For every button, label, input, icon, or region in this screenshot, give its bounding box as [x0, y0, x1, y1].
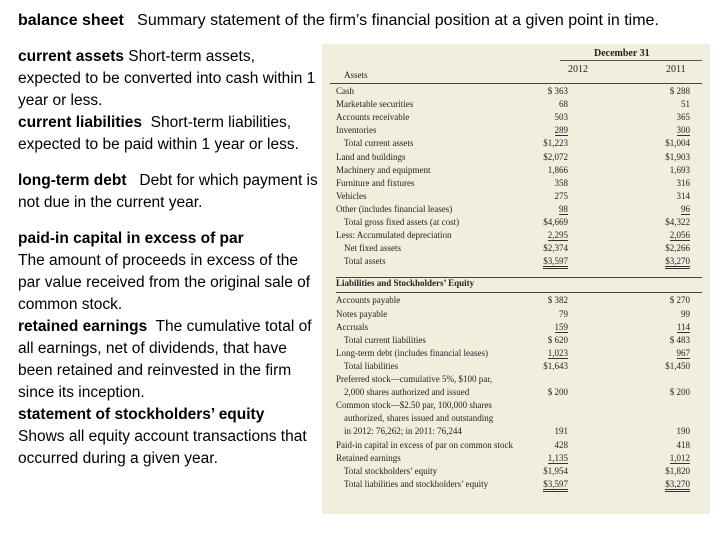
- row-label: Total gross fixed assets (at cost): [344, 217, 460, 227]
- value-2011: $ 483: [669, 334, 690, 345]
- def-stockholders-equity-term: statement of stockholders’ equity: [18, 406, 265, 423]
- table-row: [322, 413, 710, 426]
- value-2012: $ 620: [547, 334, 568, 345]
- table-row: [322, 322, 710, 335]
- table-row: [322, 243, 710, 256]
- value-2011: $3,270: [665, 479, 690, 492]
- col-2012: 2012: [568, 64, 588, 75]
- value-2011: $ 270: [669, 295, 690, 306]
- table-row: [322, 453, 710, 466]
- value-2011: 1,693: [669, 164, 690, 175]
- value-2012: 98: [559, 203, 568, 214]
- value-2011: $1,903: [665, 151, 690, 162]
- table-row: [322, 178, 710, 191]
- value-2012: 275: [554, 190, 568, 201]
- value-2012: $3,597: [543, 479, 568, 492]
- table-row: [322, 335, 710, 348]
- def-retained-earnings: retained earnings The cumulative total of all earnings, net of dividends, that have been retained and reinvested in the firm since its inception.: [18, 318, 312, 401]
- balance-sheet-definition: [18, 12, 659, 30]
- row-label: in 2012: 76,262; in 2011: 76,244: [344, 426, 462, 437]
- table-row: [322, 295, 710, 308]
- value-2012: $1,643: [543, 360, 568, 371]
- value-2011: 314: [676, 190, 690, 201]
- table-row: [322, 426, 710, 439]
- value-2012: 358: [554, 177, 568, 188]
- row-label: Total liabilities: [344, 360, 399, 371]
- value-2012: $4,669: [543, 217, 568, 227]
- table-row: [322, 125, 710, 138]
- table-row: [322, 138, 710, 151]
- row-label: Inventories: [336, 125, 377, 136]
- value-2012: 1,023: [547, 347, 568, 358]
- def-stockholders-equity-text: Shows all equity account transactions that occurred during a given year.: [18, 428, 307, 467]
- value-2011: 1,012: [669, 452, 690, 463]
- row-label: Less: Accumulated depreciation: [336, 230, 452, 241]
- assets-header: Assets: [330, 70, 702, 84]
- value-2011: 365: [676, 112, 690, 123]
- value-2012: 159: [554, 321, 568, 332]
- value-2011: $ 288: [669, 86, 690, 96]
- table-row: [322, 204, 710, 217]
- row-label: Accounts receivable: [336, 112, 410, 123]
- table-row: [322, 99, 710, 112]
- value-2012: $2,072: [543, 151, 568, 162]
- definitions-list: [18, 46, 318, 470]
- row-label: Accounts payable: [336, 295, 401, 306]
- table-row: [322, 374, 710, 387]
- value-2011: 316: [676, 177, 690, 188]
- table-row: [322, 387, 710, 400]
- value-2011: 300: [676, 125, 690, 136]
- row-label: Vehicles: [336, 190, 367, 201]
- row-label: Total liabilities and stockholders’ equity: [344, 478, 489, 489]
- value-2012: $2,374: [543, 243, 568, 254]
- table-row: [322, 191, 710, 204]
- table-row: [322, 152, 710, 165]
- value-2012: 1,135: [547, 452, 568, 463]
- table-row: [322, 112, 710, 125]
- value-2012: 289: [554, 125, 568, 136]
- table-row: [322, 217, 710, 230]
- value-2011: 99: [681, 308, 690, 319]
- value-2012: 191: [554, 426, 568, 437]
- value-2012: 68: [559, 99, 568, 110]
- table-row: [322, 361, 710, 374]
- row-label: authorized, shares issued and outstanding: [344, 413, 494, 424]
- row-label: Furniture and fixtures: [336, 177, 415, 188]
- balance-sheet-table: [322, 44, 710, 514]
- table-row: [322, 165, 710, 178]
- table-row: [322, 230, 710, 243]
- row-label: Machinery and equipment: [336, 164, 431, 175]
- date-header: December 31: [594, 48, 650, 59]
- value-2012: 428: [554, 439, 568, 450]
- value-2011: $1,450: [665, 360, 690, 371]
- value-2012: 79: [559, 308, 568, 319]
- value-2011: 418: [676, 439, 690, 450]
- value-2011: $1,820: [665, 465, 690, 476]
- table-row: [322, 440, 710, 453]
- row-label: Cash: [336, 86, 354, 96]
- value-2011: $2,266: [665, 243, 690, 254]
- def-current-liabilities: current liabilities Short-term liabilities, expected to be paid within 1 year or less.: [18, 114, 299, 153]
- row-label: Total assets: [344, 256, 386, 267]
- value-2012: $ 200: [547, 387, 568, 398]
- table-row: [322, 348, 710, 361]
- table-row: [322, 309, 710, 322]
- row-label: Marketable securities: [336, 99, 414, 110]
- row-label: Total stockholders’ equity: [344, 465, 438, 476]
- value-2011: $4,322: [665, 217, 690, 227]
- value-2011: 96: [681, 203, 690, 214]
- row-label: 2,000 shares authorized and issued: [344, 387, 470, 398]
- def-paid-in-capital-term: paid-in capital in excess of par: [18, 230, 244, 247]
- value-2011: $ 200: [669, 387, 690, 398]
- value-2011: 190: [676, 426, 690, 437]
- row-label: Net fixed assets: [344, 243, 401, 254]
- def-paid-in-capital-text: The amount of proceeds in excess of the par value received from the original sale of common stock.: [18, 252, 311, 313]
- table-row: [322, 479, 710, 492]
- term-balance-sheet: balance sheet: [18, 12, 124, 29]
- def-long-term-debt: long-term debt Debt for which payment is not due in the current year.: [18, 172, 318, 211]
- value-2012: 1,866: [547, 164, 568, 175]
- row-label: Accruals: [336, 321, 368, 332]
- value-2012: $3,597: [543, 256, 568, 269]
- row-label: Other (includes financial leases): [336, 203, 453, 214]
- value-2012: $1,223: [543, 138, 568, 149]
- value-2012: $ 382: [547, 295, 568, 306]
- value-2011: $1,004: [665, 138, 690, 149]
- value-2011: 51: [681, 99, 690, 110]
- value-2012: 2,295: [547, 230, 568, 241]
- table-row: [322, 400, 710, 413]
- value-2011: $3,270: [665, 256, 690, 269]
- def-current-assets: current assets Short-term assets, expected to be converted into cash within 1 year or less.: [18, 48, 316, 109]
- table-row: [322, 256, 710, 269]
- value-2012: 503: [554, 112, 568, 123]
- definition-balance-sheet: Summary statement of the firm’s financial position at a given point in time.: [137, 12, 659, 29]
- row-label: Total current liabilities: [344, 334, 426, 345]
- row-label: Land and buildings: [336, 151, 406, 162]
- liabilities-header: Liabilities and Stockholders’ Equity: [336, 277, 702, 293]
- table-row: [322, 86, 710, 99]
- value-2011: 2,056: [669, 230, 690, 241]
- row-label: Preferred stock—cumulative 5%, $100 par,: [336, 374, 493, 384]
- row-label: Retained earnings: [336, 452, 401, 463]
- row-label: Common stock—$2.50 par, 100,000 shares: [336, 400, 492, 411]
- col-2011: 2011: [666, 64, 686, 75]
- value-2011: 114: [676, 321, 690, 332]
- row-label: Paid-in capital in excess of par on common stock: [336, 439, 513, 450]
- value-2012: $1,954: [543, 465, 568, 476]
- row-label: Total current assets: [344, 138, 414, 149]
- value-2012: $ 363: [547, 86, 568, 96]
- value-2011: 967: [676, 347, 690, 358]
- row-label: Long-term debt (includes financial leases): [336, 347, 488, 358]
- table-row: [322, 466, 710, 479]
- row-label: Notes payable: [336, 308, 388, 319]
